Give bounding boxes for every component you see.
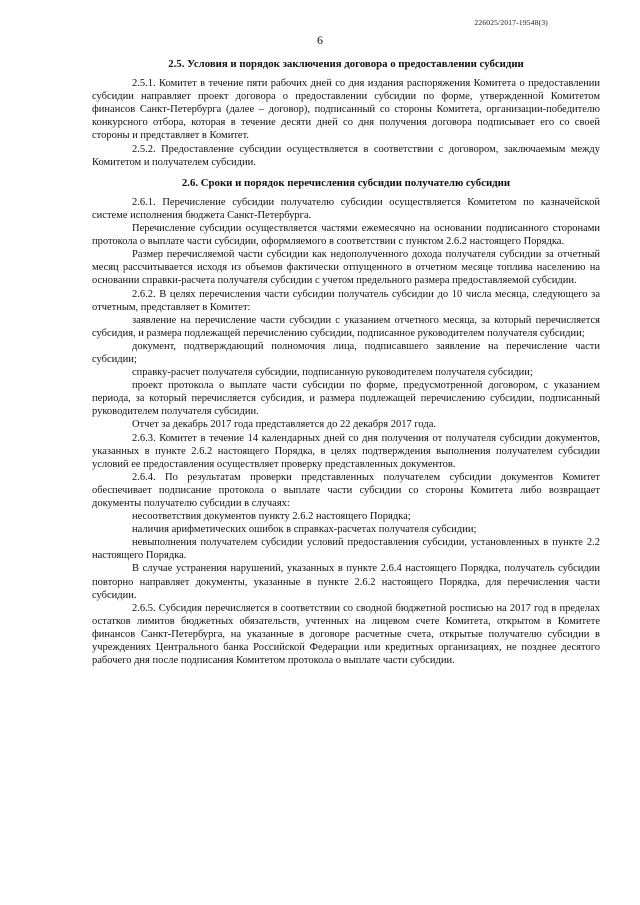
paragraph: 2.5.2. Предоставление субсидии осуществляется в соответствии с договором, заключаемым между Комитетом и получателем субсидии. bbox=[92, 143, 600, 168]
paragraph: Размер перечисляемой части субсидии как недополученного дохода получателя субсидии за отчетный месяц рассчитывается исходя из объемов фактически отпущенного в отчетном месяце топлива населению на основании справки-расчета получателя субсидии с учетом предельного размера предоставляемой субсидии. bbox=[92, 249, 600, 287]
paragraph: 2.6.3. Комитет в течение 14 календарных дней со дня получения от получателя субсидии документов, указанных в пункте 2.6.2 настоящего Порядка, в целях подтверждения выполнения получателем субсидии условий ее предоставления осуществляет проверку представленных документов. bbox=[92, 432, 600, 470]
list-item: справку-расчет получателя субсидии, подписанную руководителем получателя субсидии; bbox=[132, 367, 533, 379]
paragraph: 2.6.5. Субсидия перечисляется в соответствии со сводной бюджетной росписью на 2017 год в пределах остатков лимитов бюджетных обязательств, учтенных на лицевом счете Комитета, открытом в Комитете финансов Санкт-Петербурга, на указанные в договоре расчетные счета, открытые получателю субсидии в учреждениях Центрального банка Российской Федерации или кредитных организациях, не позднее десятого рабочего дня после подписания Комитетом протокола о выплате части субсидии. bbox=[92, 602, 600, 667]
paragraph: 2.5.1. Комитет в течение пяти рабочих дней со дня издания распоряжения Комитета о предоставлении субсидии направляет проект договора о предоставлении субсидии по форме, утвержденной Комитетом финансов Санкт-Петербурга (далее – договор), подписанный со стороны Комитета, организации-победителю конкурсного отбора, которая в течение десяти дней со дня получения договора подписывает его со своей стороны и представляет в Комитет. bbox=[92, 78, 600, 142]
paragraph: Перечисление субсидии осуществляется частями ежемесячно на основании подписанного сторонами протокола о выплате части субсидии, оформляемого в соответствии с пунктом 2.6.2 настоящего Порядка. bbox=[92, 223, 600, 248]
paragraph: 2.6.4. По результатам проверки представленных получателем субсидии документов Комитет обеспечивает подписание протокола о выплате части субсидии со стороны Комитета либо возвращает документы получателю субсидии в случаях: bbox=[92, 471, 600, 509]
paragraph: В случае устранения нарушений, указанных в пункте 2.6.4 настоящего Порядка, получатель субсидии повторно направляет документы, указанные в пункте 2.6.2 настоящего Порядка, для перечисления части субсидии. bbox=[92, 563, 600, 601]
list-item: невыполнения получателем субсидии условий предоставления субсидии, установленных в пункте 2.2 настоящего Порядка. bbox=[92, 537, 600, 562]
paragraph: 2.6.2. В целях перечисления части субсидии получатель субсидии до 10 числа месяца, следующего за отчетным, представляет в Комитет: bbox=[92, 288, 600, 313]
list-item: несоответствия документов пункту 2.6.2 настоящего Порядка; bbox=[132, 511, 411, 523]
section-heading: 2.6. Сроки и порядок перечисления субсидии получателю субсидии bbox=[181, 176, 511, 189]
list-item: проект протокола о выплате части субсидии по форме, предусмотренной договором, с указанием периода, за который перечисляется субсидия, и размера подлежащей перечислению субсидии, подписанный руководителем получателя субсидии. bbox=[92, 380, 600, 418]
list-item: наличия арифметических ошибок в справках-расчетах получателя субсидии; bbox=[132, 524, 477, 536]
document-id: 226025/2017-19548(3) bbox=[474, 18, 548, 27]
section-heading: 2.5. Условия и порядок заключения договора о предоставлении субсидии bbox=[168, 58, 524, 70]
list-item: заявление на перечисление части субсидии с указанием отчетного месяца, за который перечисляется субсидия, и размера подлежащей перечислению субсидии, подписанное руководителем получателя субсидии; bbox=[92, 314, 600, 339]
list-item: документ, подтверждающий полномочия лица, подписавшего заявление на перечисление части субсидии; bbox=[92, 340, 600, 365]
paragraph: 2.6.1. Перечисление субсидии получателю субсидии осуществляется Комитетом по казначейской системе исполнения бюджета Санкт-Петербурга. bbox=[92, 196, 600, 221]
page-number: 6 bbox=[317, 33, 323, 47]
paragraph: Отчет за декабрь 2017 года представляется до 22 декабря 2017 года. bbox=[132, 419, 437, 431]
document-body bbox=[92, 58, 600, 667]
